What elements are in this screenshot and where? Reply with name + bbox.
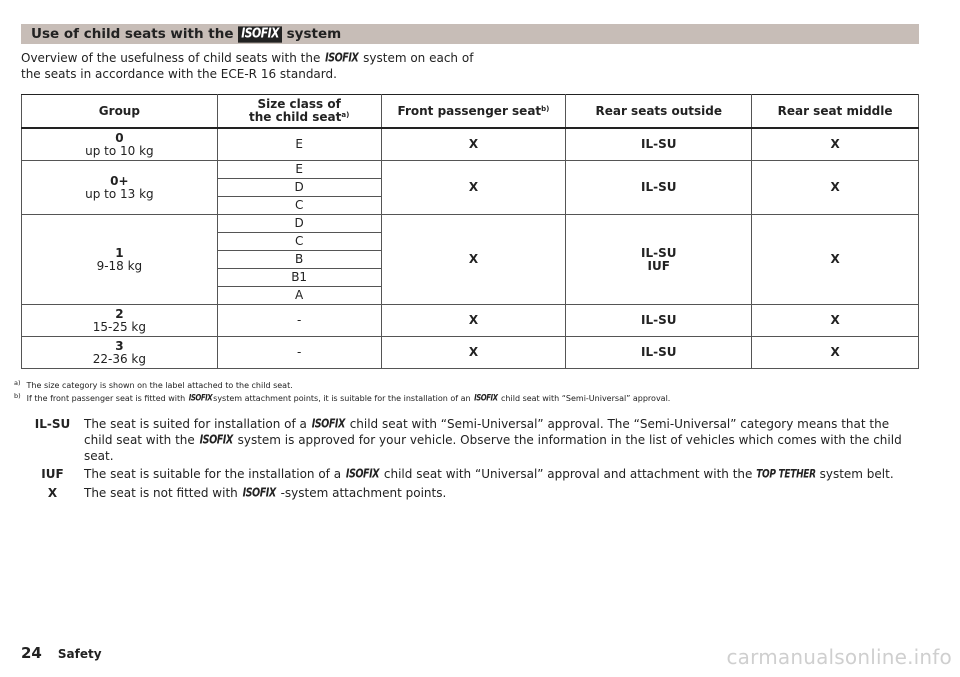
size-class-cell: - (217, 337, 381, 369)
table-header-row (22, 95, 919, 129)
definition-text: The seat is suited for installation of a ISOFIX child seat with “Semi-Universal” approval. The “Semi-Universal” category means that the child seat with the ISOFIX system is approved for your vehicle. Observe the information in the list of vehicles which comes with the child seat. (84, 417, 902, 463)
isofix-logo-icon: ISOFIX (242, 486, 276, 501)
rear-outside-cell: IL-SU IUF (566, 215, 752, 305)
rear-middle-cell: X (752, 337, 919, 369)
table-row (22, 161, 919, 179)
header-size-class: Size class of the child seat$^{a)}$ (217, 95, 381, 129)
isofix-logo-icon: ISOFIX (199, 433, 233, 448)
rear-outside-cell: IL-SU (566, 305, 752, 337)
rear-middle-cell: X (752, 128, 919, 161)
watermark: carmanualsonline.info (726, 645, 952, 669)
header-front-passenger: Front passenger seat$^{b)}$ (381, 95, 566, 129)
size-class-cell: D (217, 215, 381, 233)
table-row (22, 215, 919, 233)
front-passenger-cell: X (381, 161, 566, 215)
table-row (22, 128, 919, 161)
section-title-text-end: system (286, 26, 342, 42)
group-cell: 0+ up to 13 kg (22, 161, 218, 215)
group-cell: 3 22-36 kg (22, 337, 218, 369)
size-class-cell: E (217, 128, 381, 161)
table-body (22, 128, 919, 369)
intro-paragraph (21, 50, 481, 82)
size-class-cell: A (217, 287, 381, 305)
isofix-logo-icon: ISOFIX (345, 467, 380, 482)
rear-outside-cell: IL-SU (566, 337, 752, 369)
size-class-cell: E (217, 161, 381, 179)
isofix-logo-icon: ISOFIX (474, 392, 498, 403)
page-footer (21, 644, 102, 664)
isofix-table (21, 94, 919, 369)
size-class-cell: B (217, 251, 381, 269)
size-class-cell: C (217, 197, 381, 215)
size-class-cell: B1 (217, 269, 381, 287)
rear-outside-cell: IL-SU (566, 161, 752, 215)
isofix-logo-icon: ISOFIX (311, 417, 345, 432)
intro-text-end: system on each of the seats in accordance with the ECE-R 16 standard. (21, 51, 474, 81)
top-tether-logo-icon: TOP TETHER (756, 468, 816, 482)
definition-term: IL-SU (34, 417, 71, 431)
front-passenger-cell: X (381, 128, 566, 161)
isofix-logo-icon: ISOFIX (325, 51, 359, 66)
definition-term: X (47, 486, 58, 500)
group-cell: 2 15-25 kg (22, 305, 218, 337)
page-number: 24 (21, 644, 42, 662)
footnote-b: $^{b)}$ If the front passenger seat is fitted with ISOFIXsystem attachment points, it is suitable for the installation of an ISOFIX child seat with “Semi-Universal” approval. (14, 392, 671, 403)
isofix-logo-icon: ISOFIX (188, 392, 213, 403)
table-row (22, 337, 919, 369)
definition-text: The seat is suitable for the installation of a ISOFIX child seat with “Universal” approval and attachment with the TOP TETHER system belt. (84, 466, 919, 483)
size-class-cell: - (217, 305, 381, 337)
group-cell: 1 9-18 kg (22, 215, 218, 305)
rear-middle-cell: X (752, 305, 919, 337)
footnote-a: $^{a)}$ The size category is shown on the label attached to the child seat. (14, 379, 293, 390)
definition-item (21, 416, 919, 464)
definition-item (21, 466, 919, 483)
definition-text: The seat is not fitted with ISOFIX -system attachment points. (84, 486, 447, 501)
rear-middle-cell: X (752, 215, 919, 305)
definition-term: IUF (41, 467, 64, 481)
intro-text: Overview of the usefulness of child seats with the (21, 51, 321, 65)
rear-outside-cell: IL-SU (566, 128, 752, 161)
front-passenger-cell: X (381, 337, 566, 369)
table-row (22, 305, 919, 337)
rear-middle-cell: X (752, 161, 919, 215)
definition-item (21, 485, 919, 501)
footer-section-name: Safety (57, 647, 102, 661)
footnotes (14, 378, 934, 404)
definitions-list (21, 416, 919, 503)
section-title-text: Use of child seats with the (31, 26, 234, 42)
isofix-logo-icon: ISOFIX (238, 26, 282, 42)
group-cell: 0 up to 10 kg (22, 128, 218, 161)
size-class-cell: C (217, 233, 381, 251)
size-class-cell: D (217, 179, 381, 197)
front-passenger-cell: X (381, 305, 566, 337)
section-title (21, 24, 919, 44)
header-rear-outside: Rear seats outside (566, 95, 752, 129)
front-passenger-cell: X (381, 215, 566, 305)
header-rear-middle: Rear seat middle (752, 95, 919, 129)
header-group: Group (22, 95, 218, 129)
